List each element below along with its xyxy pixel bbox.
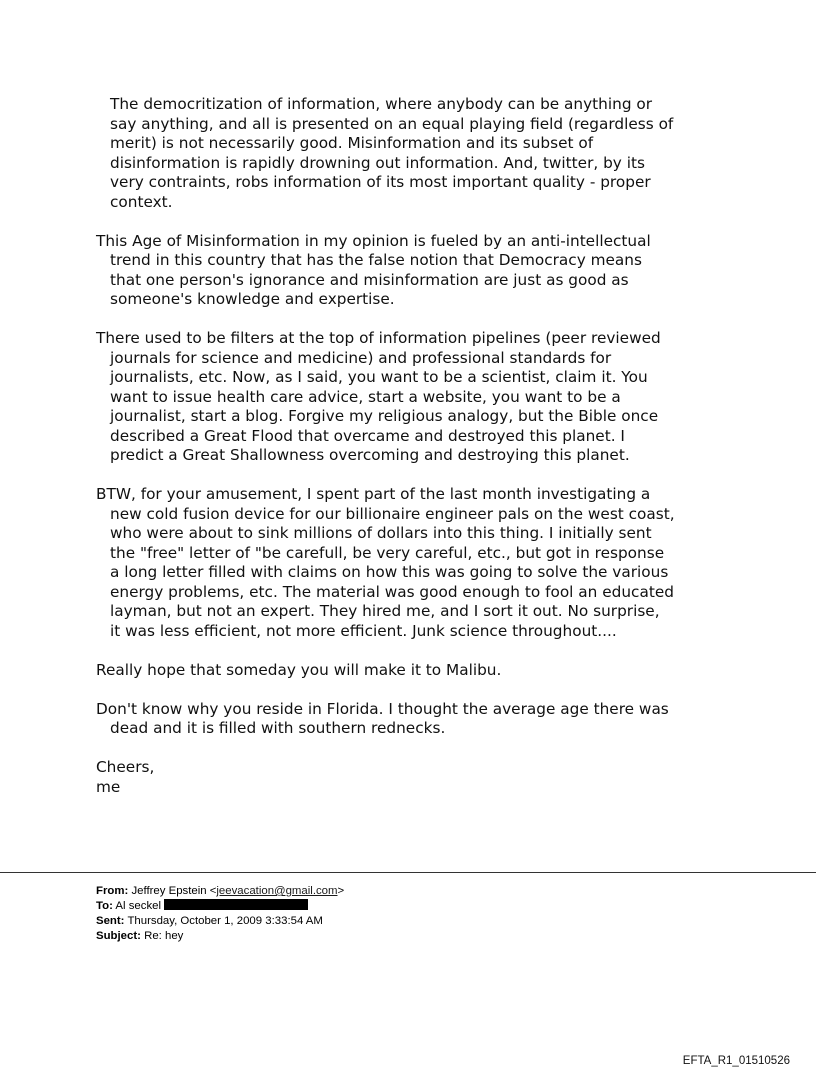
header-divider [0,872,816,873]
paragraph-malibu: Really hope that someday you will make it to Malibu. [96,660,502,679]
to-label: To: [96,900,113,912]
from-row [96,884,344,899]
to-row [96,899,344,914]
subject-label: Subject: [96,930,141,942]
sent-value: Thursday, October 1, 2009 3:33:54 AM [127,915,323,927]
signoff: Cheers, me [96,758,155,796]
sent-row [96,914,344,929]
to-value: Al seckel [115,900,162,912]
from-name: Jeffrey Epstein < [131,885,217,897]
subject-row [96,929,344,944]
paragraph-cold-fusion: BTW, for your amusement, I spent part of the last month investigating a new cold fusion device for our billionaire engineer pals on the west coast, who were about to sink millions of dollars into this thing. I initially sent the "free" letter of "be carefull, be very careful, etc., but got in response a long letter filled with claims on how this was going to solve the various energy problems, etc. The material was good enough to fool an educated layman, but not an expert. They hired me, and I sort it out. No surprise, it was less efficient, not more efficient. Junk science throughout.... [96,485,675,640]
document-id: EFTA_R1_01510526 [682,1055,790,1067]
sent-label: Sent: [96,915,125,927]
email-body [96,95,726,797]
paragraph-age-of-misinformation: This Age of Misinformation in my opinion is fueled by an anti-intellectual trend in this country that has the false notion that Democracy means that one person's ignorance and misinformation are just as good as someone's knowledge and expertise. [96,231,651,308]
subject-value: Re: hey [144,930,184,942]
from-close: > [337,885,345,897]
email-header [96,884,344,944]
from-label: From: [96,885,129,897]
paragraph-florida: Don't know why you reside in Florida. I thought the average age there was dead and it is filled with southern rednecks. [96,699,669,737]
paragraph-filters: There used to be filters at the top of information pipelines (peer reviewed journals for science and medicine) and professional standards for journalists, etc. Now, as I said, you want to be a scientist, claim it. You want to issue health care advice, start a website, you want to be a journalist, start a blog. Forgive my religious analogy, but the Bible once described a Great Flood that overcame and destroyed this planet. I predict a Great Shallowness overcoming and destroying this planet. [96,329,661,464]
redaction-bar [164,899,308,910]
from-email-link[interactable]: jeevacation@gmail.com [216,885,338,897]
paragraph-democritization: The democritization of information, where anybody can be anything or say anything, and all is presented on an equal playing field (regardless of merit) is not necessarily good. Misinformation and its subset of disinformation is rapidly drowning out information. And, twitter, by its very contraints, robs information of its most important quality - proper context. [110,95,674,211]
